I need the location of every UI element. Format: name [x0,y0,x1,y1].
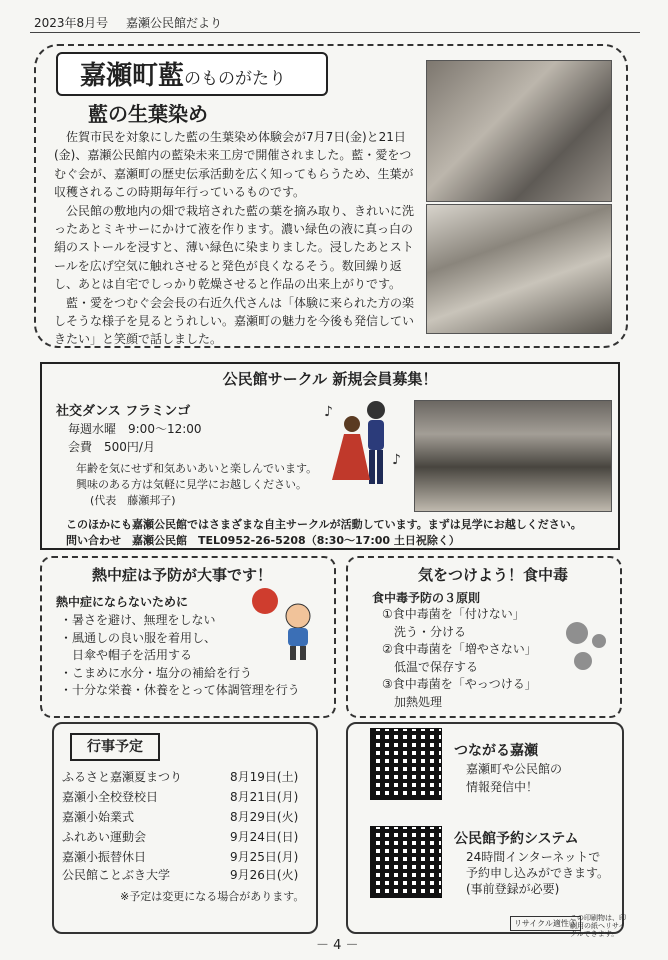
issue-label: 2023年8月号 [34,16,109,30]
heatstroke-title: 熱中症は予防が大事です！ [92,566,273,584]
event-row [62,788,312,805]
list-item: ・暑さを避け、無理をしない [60,613,216,627]
feature-body [54,128,420,349]
circle-rep: (代表 藤瀬邦子) [90,494,176,507]
event-row [62,828,312,845]
list-item: ③食中毒菌を「やっつける」 [382,677,537,691]
dancers-illustration [318,394,408,494]
event-date: 8月19日(土) [230,770,299,784]
qr1-title: つながる嘉瀬 [454,743,538,759]
circle-fee: 会費 500円/月 [68,440,155,454]
event-row [62,866,312,883]
germ-icon [574,652,592,670]
page-number: － 4 － [316,938,359,953]
qr1-line1: 嘉瀬町や公民館の [466,762,563,776]
event-date: 9月24日(日) [230,830,299,844]
header-divider [30,32,640,33]
recycle-note: この印刷物は、印刷用の紙へリサイクルできます。 [570,914,626,938]
food-poisoning-lead: 食中毒予防の３原則 [372,591,481,605]
feature-paragraph: 佐賀市民を対象にした藍の生葉染め体験会が7月7日(金)と21日(金)、嘉瀬公民館内の藍染未来工房で開催されました。藍・愛をつむぐ会が、嘉瀬町の歴史伝承活動を広く知ってもらうため、生葉が収穫されるこの時期毎年行っているものです。 [54,130,414,200]
qr-code-community[interactable] [370,728,442,800]
list-item: 加熱処理 [382,694,443,709]
event-row [62,768,312,785]
event-name: 嘉瀬小振替休日 [62,850,147,864]
dizzy-child-icon [268,602,324,662]
list-item: 低温で保存する [382,659,479,674]
qr1-line2: 情報発信中！ [466,780,539,794]
event-date: 8月21日(月) [230,790,299,804]
germ-icon [592,634,606,648]
food-poisoning-list [382,606,537,711]
germ-icon [566,622,588,644]
list-item: ①食中毒菌を「付けない」 [382,607,525,621]
list-item: ・十分な栄養・休養をとって体調管理を行う [60,683,300,697]
list-item: ②食中毒菌を「増やさない」 [382,642,537,656]
list-item: ・こまめに水分・塩分の補給を行う [60,665,253,680]
event-row [62,808,312,825]
circle-footer-1: このほかにも嘉瀬公民館ではさまざまな自主サークルが活動しています。まずは見学にお越しください。 [66,518,582,531]
dyeing-photo-top [426,60,612,202]
list-item: 洗う・分ける [382,624,467,639]
recycle-mark: リサイクル適性Ⓐ [510,916,581,931]
qr2-title: 公民館予約システム [454,831,579,847]
qr2-line3: (事前登録が必要) [466,882,560,896]
event-name: 嘉瀬小全校登校日 [62,790,159,804]
event-name: 公民館ことぶき大学 [62,868,171,882]
page-header [34,14,236,31]
circle-desc-1: 年齢を気にせず和気あいあいと楽しんでいます。 [76,462,318,475]
food-poisoning-title: 気をつけよう！食中毒 [418,566,569,584]
event-date: 8月29日(火) [230,810,299,824]
qr2-line2: 予約申し込みができます。 [466,866,610,880]
feature-subhead: 藍の生葉染め [88,102,208,126]
qr2-line1: 24時間インターネットで [466,850,601,864]
feature-paragraph: 藍・愛をつむぐ会会長の右近久代さんは「体験に来られた方の楽しそうな様子を見るとうれしい。嘉瀬町の魅力を今後も発信していきたい」と笑顔で話しました。 [54,295,415,347]
svg-text:♪: ♪ [392,452,401,468]
event-row [62,848,312,865]
feature-paragraph: 公民館の敷地内の畑で栽培された藍の葉を摘み取り、きれいに洗ったあとミキサーにかけて液を作ります。濃い緑色の液に真っ白の絹のストールを浸すと、薄い緑色に染まりました。浸したあとストールを広げ空気に触れさせると発色が良くなるそう。数回繰り返し、あとは自宅でしっかり乾燥させると作品の出来上がりです。 [54,203,415,292]
events-title: 行事予定 [70,733,160,761]
heatstroke-lead: 熱中症にならないために [56,595,189,609]
event-name: ふれあい運動会 [62,830,147,844]
event-name: 嘉瀬小始業式 [62,810,135,824]
qr-code-reservation[interactable] [370,826,442,898]
circle-contact: 問い合わせ 嘉瀬公民館 TEL0952-26-5208（8:30～17:00 土日祝除く） [66,534,460,547]
circle-group-photo [414,400,612,512]
feature-title-main: 嘉瀬町藍 [80,61,185,91]
circle-schedule: 毎週水曜 9:00～12:00 [68,422,202,436]
event-name: ふるさと嘉瀬夏まつり [62,770,183,784]
feature-title [56,52,328,96]
events-note: ※予定は変更になる場合があります。 [120,890,305,903]
list-item: ・風通しの良い服を着用し、 [60,630,217,645]
list-item: 日傘や帽子を活用する [60,648,193,662]
svg-text:♪: ♪ [324,404,333,420]
event-date: 9月25日(月) [230,850,299,864]
feature-title-small: のものがたり [184,69,287,89]
event-date: 9月26日(火) [230,868,299,882]
circle-desc-2: 興味のある方は気軽に見学にお越しください。 [76,478,307,491]
dyeing-photo-bottom [426,204,612,334]
circle-name: 社交ダンス フラミンゴ [56,404,191,419]
publication-name: 嘉瀬公民館だより [126,16,223,30]
heatstroke-list [60,612,300,700]
circle-title: 公民館サークル 新規会員募集！ [222,370,438,388]
